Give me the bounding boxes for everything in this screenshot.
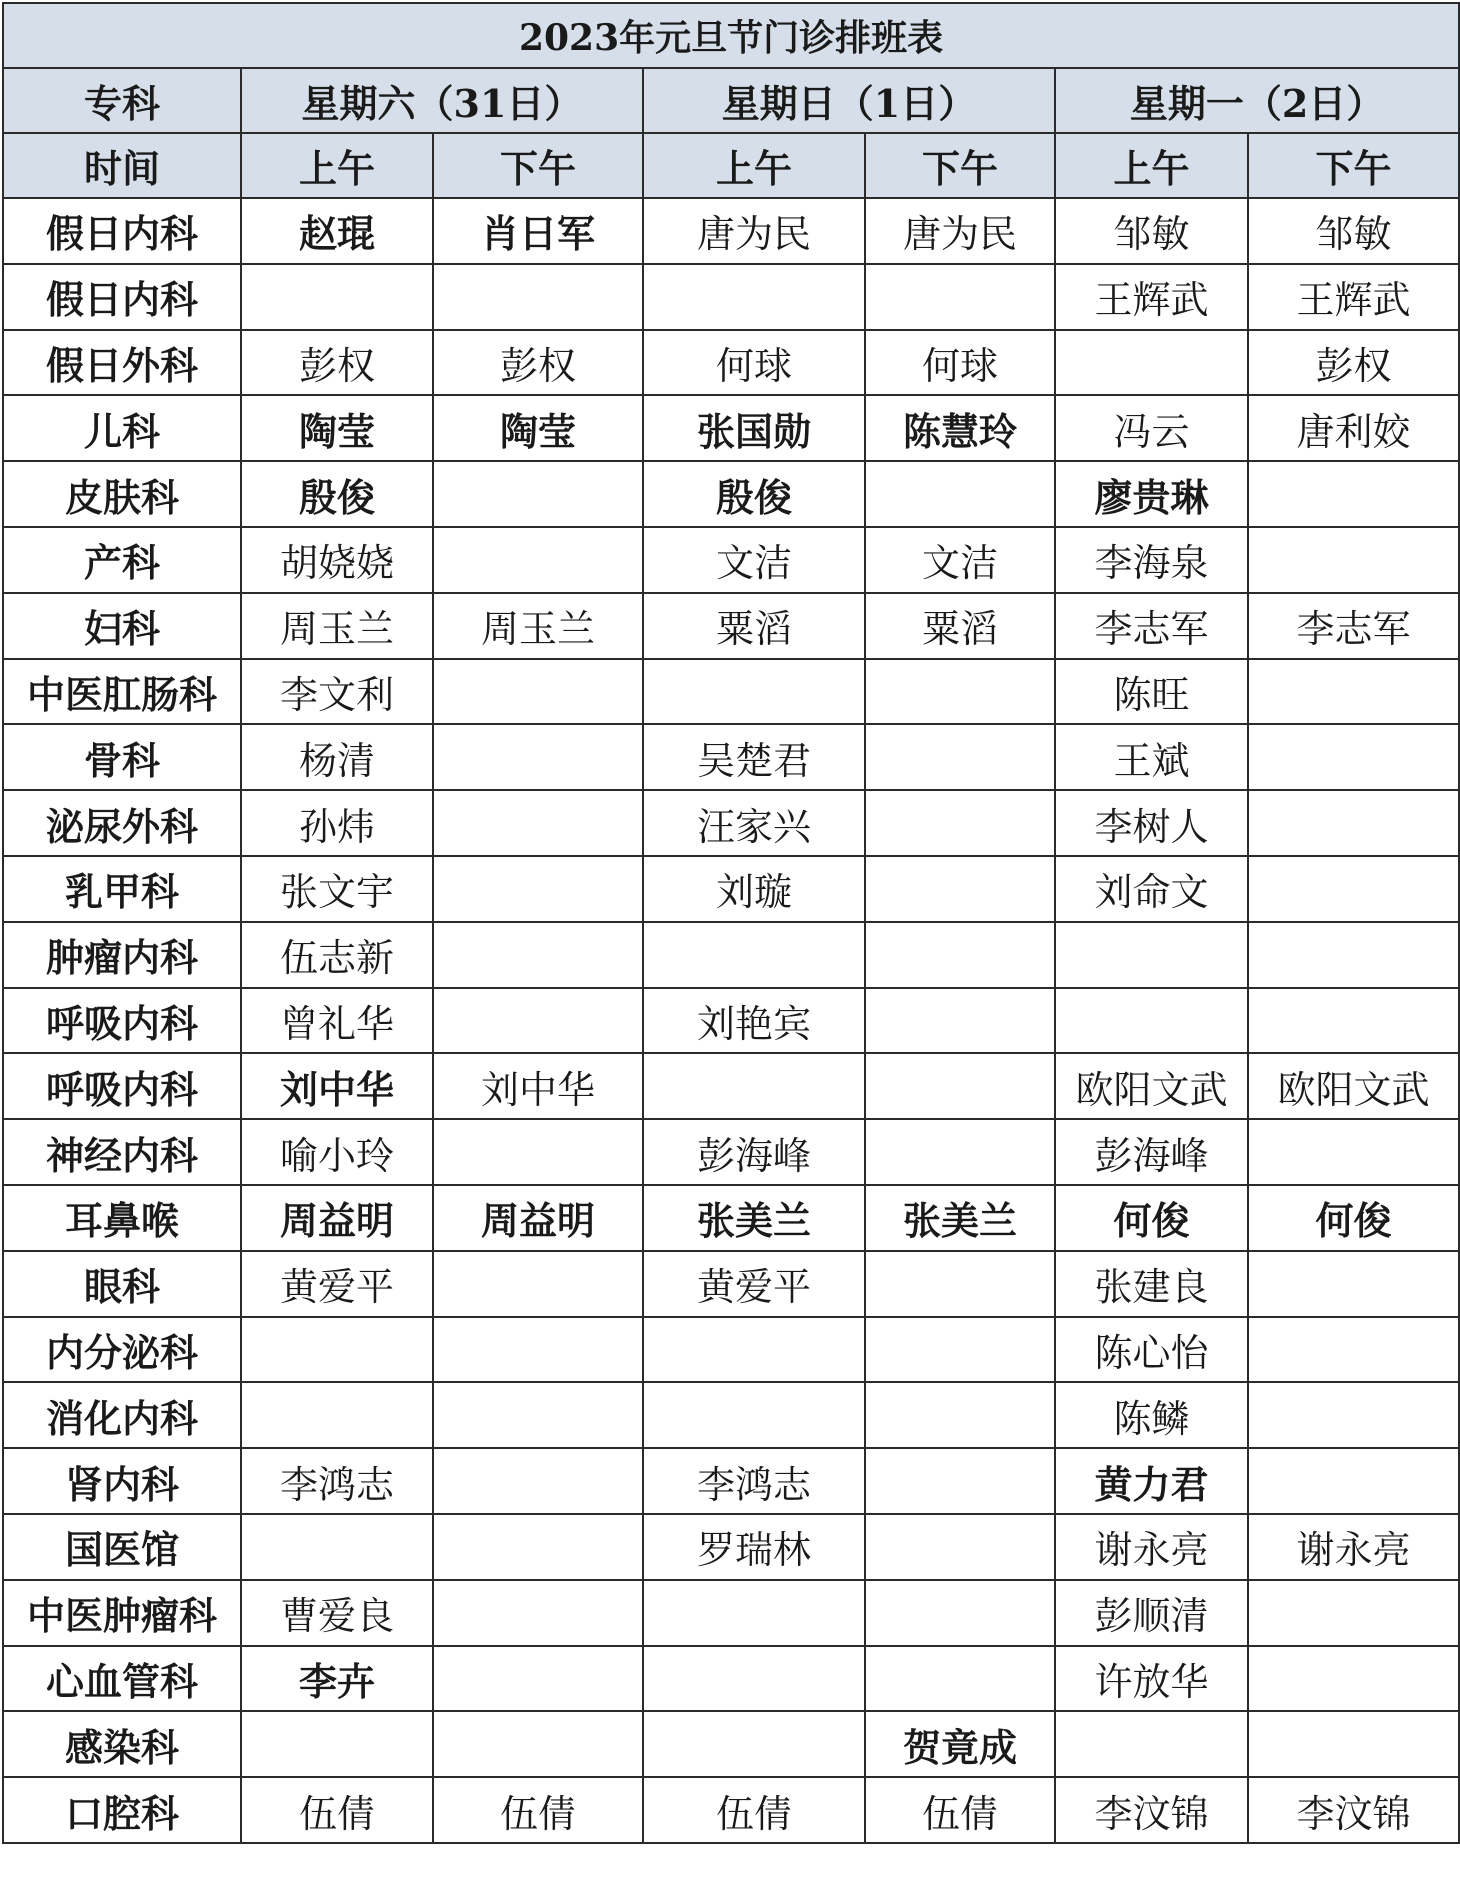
table-row <box>3 922 1459 988</box>
doctor-cell: 欧阳文武 <box>1055 1053 1248 1119</box>
doctor-cell: 殷俊 <box>241 461 433 527</box>
doctor-cell: 周玉兰 <box>241 593 433 659</box>
dept-name: 肿瘤内科 <box>3 922 241 988</box>
doctor-cell <box>643 1382 865 1448</box>
doctor-cell <box>433 1251 643 1317</box>
doctor-cell: 伍志新 <box>241 922 433 988</box>
doctor-cell <box>433 527 643 593</box>
doctor-cell <box>433 264 643 330</box>
doctor-cell: 陶莹 <box>241 395 433 461</box>
doctor-cell: 许放华 <box>1055 1646 1248 1712</box>
doctor-cell: 贺竟成 <box>865 1711 1055 1777</box>
dept-name: 眼科 <box>3 1251 241 1317</box>
doctor-cell <box>865 1119 1055 1185</box>
doctor-cell: 王辉武 <box>1055 264 1248 330</box>
doctor-cell <box>643 659 865 725</box>
header-day-sunday: 星期日（1日） <box>643 68 1055 133</box>
doctor-cell: 欧阳文武 <box>1248 1053 1459 1119</box>
doctor-cell <box>241 1711 433 1777</box>
outpatient-schedule-table <box>2 2 1460 1844</box>
doctor-cell: 彭权 <box>1248 330 1459 396</box>
doctor-cell <box>241 1317 433 1383</box>
doctor-cell: 殷俊 <box>643 461 865 527</box>
doctor-cell <box>433 988 643 1054</box>
doctor-cell: 何俊 <box>1248 1185 1459 1251</box>
doctor-cell: 李汶锦 <box>1055 1777 1248 1843</box>
doctor-cell <box>1248 922 1459 988</box>
table-row <box>3 1185 1459 1251</box>
doctor-cell: 李海泉 <box>1055 527 1248 593</box>
doctor-cell <box>1055 1711 1248 1777</box>
dept-name: 皮肤科 <box>3 461 241 527</box>
table-row <box>3 1711 1459 1777</box>
doctor-cell: 孙炜 <box>241 790 433 856</box>
dept-name: 假日内科 <box>3 264 241 330</box>
doctor-cell: 唐为民 <box>865 198 1055 264</box>
doctor-cell <box>643 1580 865 1646</box>
doctor-cell: 彭海峰 <box>1055 1119 1248 1185</box>
doctor-cell <box>433 922 643 988</box>
table-row <box>3 527 1459 593</box>
doctor-cell <box>865 1514 1055 1580</box>
doctor-cell: 彭权 <box>241 330 433 396</box>
doctor-cell: 陈慧玲 <box>865 395 1055 461</box>
dept-name: 内分泌科 <box>3 1317 241 1383</box>
table-row <box>3 1646 1459 1712</box>
doctor-cell <box>1248 527 1459 593</box>
table-row <box>3 593 1459 659</box>
doctor-cell <box>433 724 643 790</box>
doctor-cell <box>1248 659 1459 725</box>
doctor-cell: 周益明 <box>241 1185 433 1251</box>
table-row <box>3 856 1459 922</box>
doctor-cell: 张建良 <box>1055 1251 1248 1317</box>
doctor-cell <box>865 724 1055 790</box>
doctor-cell: 周益明 <box>433 1185 643 1251</box>
doctor-cell <box>865 1251 1055 1317</box>
dept-name: 消化内科 <box>3 1382 241 1448</box>
doctor-cell: 肖日军 <box>433 198 643 264</box>
doctor-cell: 刘璇 <box>643 856 865 922</box>
table-row <box>3 1251 1459 1317</box>
doctor-cell: 曾礼华 <box>241 988 433 1054</box>
doctor-cell <box>433 790 643 856</box>
doctor-cell <box>865 1053 1055 1119</box>
dept-name: 儿科 <box>3 395 241 461</box>
header-period: 下午 <box>433 133 643 198</box>
doctor-cell <box>865 264 1055 330</box>
doctor-cell: 赵琨 <box>241 198 433 264</box>
doctor-cell: 汪家兴 <box>643 790 865 856</box>
doctor-cell: 陈心怡 <box>1055 1317 1248 1383</box>
dept-name: 妇科 <box>3 593 241 659</box>
dept-name: 口腔科 <box>3 1777 241 1843</box>
doctor-cell: 伍倩 <box>433 1777 643 1843</box>
doctor-cell: 黄爱平 <box>643 1251 865 1317</box>
dept-name: 呼吸内科 <box>3 988 241 1054</box>
dept-name: 呼吸内科 <box>3 1053 241 1119</box>
doctor-cell: 李志军 <box>1248 593 1459 659</box>
doctor-cell: 李卉 <box>241 1646 433 1712</box>
doctor-cell <box>1248 1119 1459 1185</box>
doctor-cell: 李鸿志 <box>241 1448 433 1514</box>
doctor-cell <box>865 659 1055 725</box>
doctor-cell: 罗瑞林 <box>643 1514 865 1580</box>
dept-name: 中医肿瘤科 <box>3 1580 241 1646</box>
doctor-cell: 李志军 <box>1055 593 1248 659</box>
doctor-cell: 文洁 <box>643 527 865 593</box>
doctor-cell: 张文宇 <box>241 856 433 922</box>
doctor-cell <box>865 1317 1055 1383</box>
schedule-title: 2023年元旦节门诊排班表 <box>3 3 1459 68</box>
doctor-cell: 文洁 <box>865 527 1055 593</box>
dept-name: 神经内科 <box>3 1119 241 1185</box>
doctor-cell <box>865 1580 1055 1646</box>
table-row <box>3 1053 1459 1119</box>
table-row <box>3 1580 1459 1646</box>
header-period: 上午 <box>643 133 865 198</box>
doctor-cell: 彭顺清 <box>1055 1580 1248 1646</box>
table-row <box>3 395 1459 461</box>
doctor-cell <box>433 1514 643 1580</box>
doctor-cell <box>1248 790 1459 856</box>
doctor-cell: 李汶锦 <box>1248 1777 1459 1843</box>
header-period: 下午 <box>1248 133 1459 198</box>
doctor-cell <box>643 1317 865 1383</box>
table-row <box>3 461 1459 527</box>
dept-name: 感染科 <box>3 1711 241 1777</box>
dept-name: 肾内科 <box>3 1448 241 1514</box>
table-row <box>3 1382 1459 1448</box>
table-row <box>3 659 1459 725</box>
doctor-cell: 张美兰 <box>643 1185 865 1251</box>
doctor-cell: 伍倩 <box>241 1777 433 1843</box>
doctor-cell: 黄力君 <box>1055 1448 1248 1514</box>
doctor-cell <box>865 1382 1055 1448</box>
doctor-cell <box>865 988 1055 1054</box>
doctor-cell: 曹爱良 <box>241 1580 433 1646</box>
doctor-cell <box>433 1382 643 1448</box>
doctor-cell: 刘中华 <box>241 1053 433 1119</box>
header-dept-label: 专科 <box>3 68 241 133</box>
table-row <box>3 264 1459 330</box>
doctor-cell <box>241 1514 433 1580</box>
table-row <box>3 1777 1459 1843</box>
doctor-cell: 刘中华 <box>433 1053 643 1119</box>
doctor-cell <box>1248 1382 1459 1448</box>
doctor-cell <box>433 1711 643 1777</box>
doctor-cell <box>643 1711 865 1777</box>
doctor-cell: 黄爱平 <box>241 1251 433 1317</box>
doctor-cell <box>865 856 1055 922</box>
table-row <box>3 1514 1459 1580</box>
table-row <box>3 790 1459 856</box>
doctor-cell <box>1248 1448 1459 1514</box>
doctor-cell <box>865 461 1055 527</box>
doctor-cell <box>1248 1251 1459 1317</box>
doctor-cell <box>1055 988 1248 1054</box>
header-period: 下午 <box>865 133 1055 198</box>
doctor-cell <box>1248 724 1459 790</box>
table-row <box>3 1448 1459 1514</box>
doctor-cell: 粟滔 <box>643 593 865 659</box>
doctor-cell: 谢永亮 <box>1248 1514 1459 1580</box>
doctor-cell <box>865 790 1055 856</box>
header-period: 上午 <box>1055 133 1248 198</box>
doctor-cell: 王辉武 <box>1248 264 1459 330</box>
table-row <box>3 1119 1459 1185</box>
doctor-cell: 粟滔 <box>865 593 1055 659</box>
table-row <box>3 724 1459 790</box>
doctor-cell: 陶莹 <box>433 395 643 461</box>
doctor-cell <box>433 1448 643 1514</box>
doctor-cell <box>1248 988 1459 1054</box>
doctor-cell: 冯云 <box>1055 395 1248 461</box>
doctor-cell: 刘命文 <box>1055 856 1248 922</box>
doctor-cell <box>1248 856 1459 922</box>
header-day-saturday: 星期六（31日） <box>241 68 643 133</box>
doctor-cell <box>643 264 865 330</box>
dept-name: 骨科 <box>3 724 241 790</box>
doctor-cell: 陈旺 <box>1055 659 1248 725</box>
doctor-cell <box>1248 1646 1459 1712</box>
doctor-cell: 喻小玲 <box>241 1119 433 1185</box>
doctor-cell <box>865 1448 1055 1514</box>
doctor-cell: 邹敏 <box>1055 198 1248 264</box>
doctor-cell <box>643 1646 865 1712</box>
doctor-cell: 彭海峰 <box>643 1119 865 1185</box>
header-day-monday: 星期一（2日） <box>1055 68 1459 133</box>
doctor-cell: 张国勋 <box>643 395 865 461</box>
doctor-cell: 何球 <box>643 330 865 396</box>
doctor-cell: 陈鳞 <box>1055 1382 1248 1448</box>
doctor-cell: 张美兰 <box>865 1185 1055 1251</box>
doctor-cell: 唐为民 <box>643 198 865 264</box>
doctor-cell: 胡娆娆 <box>241 527 433 593</box>
dept-name: 心血管科 <box>3 1646 241 1712</box>
doctor-cell: 吴楚君 <box>643 724 865 790</box>
doctor-cell: 何俊 <box>1055 1185 1248 1251</box>
header-period: 上午 <box>241 133 433 198</box>
table-row <box>3 988 1459 1054</box>
doctor-cell <box>433 1646 643 1712</box>
doctor-cell <box>865 1646 1055 1712</box>
doctor-cell <box>1055 330 1248 396</box>
doctor-cell: 李树人 <box>1055 790 1248 856</box>
doctor-cell <box>433 461 643 527</box>
doctor-cell <box>241 1382 433 1448</box>
table-row <box>3 198 1459 264</box>
dept-name: 假日内科 <box>3 198 241 264</box>
doctor-cell: 李文利 <box>241 659 433 725</box>
dept-name: 假日外科 <box>3 330 241 396</box>
table-row <box>3 330 1459 396</box>
doctor-cell <box>433 856 643 922</box>
table-row <box>3 1317 1459 1383</box>
doctor-cell: 刘艳宾 <box>643 988 865 1054</box>
doctor-cell: 邹敏 <box>1248 198 1459 264</box>
doctor-cell: 李鸿志 <box>643 1448 865 1514</box>
dept-name: 中医肛肠科 <box>3 659 241 725</box>
doctor-cell: 伍倩 <box>643 1777 865 1843</box>
schedule-body <box>3 198 1459 1843</box>
dept-name: 耳鼻喉 <box>3 1185 241 1251</box>
doctor-cell <box>1248 461 1459 527</box>
doctor-cell: 周玉兰 <box>433 593 643 659</box>
header-time-label: 时间 <box>3 133 241 198</box>
doctor-cell <box>1248 1317 1459 1383</box>
dept-name: 产科 <box>3 527 241 593</box>
doctor-cell: 杨清 <box>241 724 433 790</box>
dept-name: 国医馆 <box>3 1514 241 1580</box>
doctor-cell <box>643 1053 865 1119</box>
doctor-cell: 伍倩 <box>865 1777 1055 1843</box>
doctor-cell: 唐利姣 <box>1248 395 1459 461</box>
doctor-cell <box>1248 1711 1459 1777</box>
doctor-cell <box>1055 922 1248 988</box>
doctor-cell: 廖贵琳 <box>1055 461 1248 527</box>
doctor-cell <box>433 1317 643 1383</box>
doctor-cell: 王斌 <box>1055 724 1248 790</box>
doctor-cell <box>433 1580 643 1646</box>
doctor-cell <box>1248 1580 1459 1646</box>
doctor-cell <box>241 264 433 330</box>
doctor-cell: 彭权 <box>433 330 643 396</box>
doctor-cell <box>865 922 1055 988</box>
dept-name: 乳甲科 <box>3 856 241 922</box>
doctor-cell: 何球 <box>865 330 1055 396</box>
doctor-cell <box>433 1119 643 1185</box>
dept-name: 泌尿外科 <box>3 790 241 856</box>
doctor-cell <box>643 922 865 988</box>
doctor-cell <box>433 659 643 725</box>
doctor-cell: 谢永亮 <box>1055 1514 1248 1580</box>
